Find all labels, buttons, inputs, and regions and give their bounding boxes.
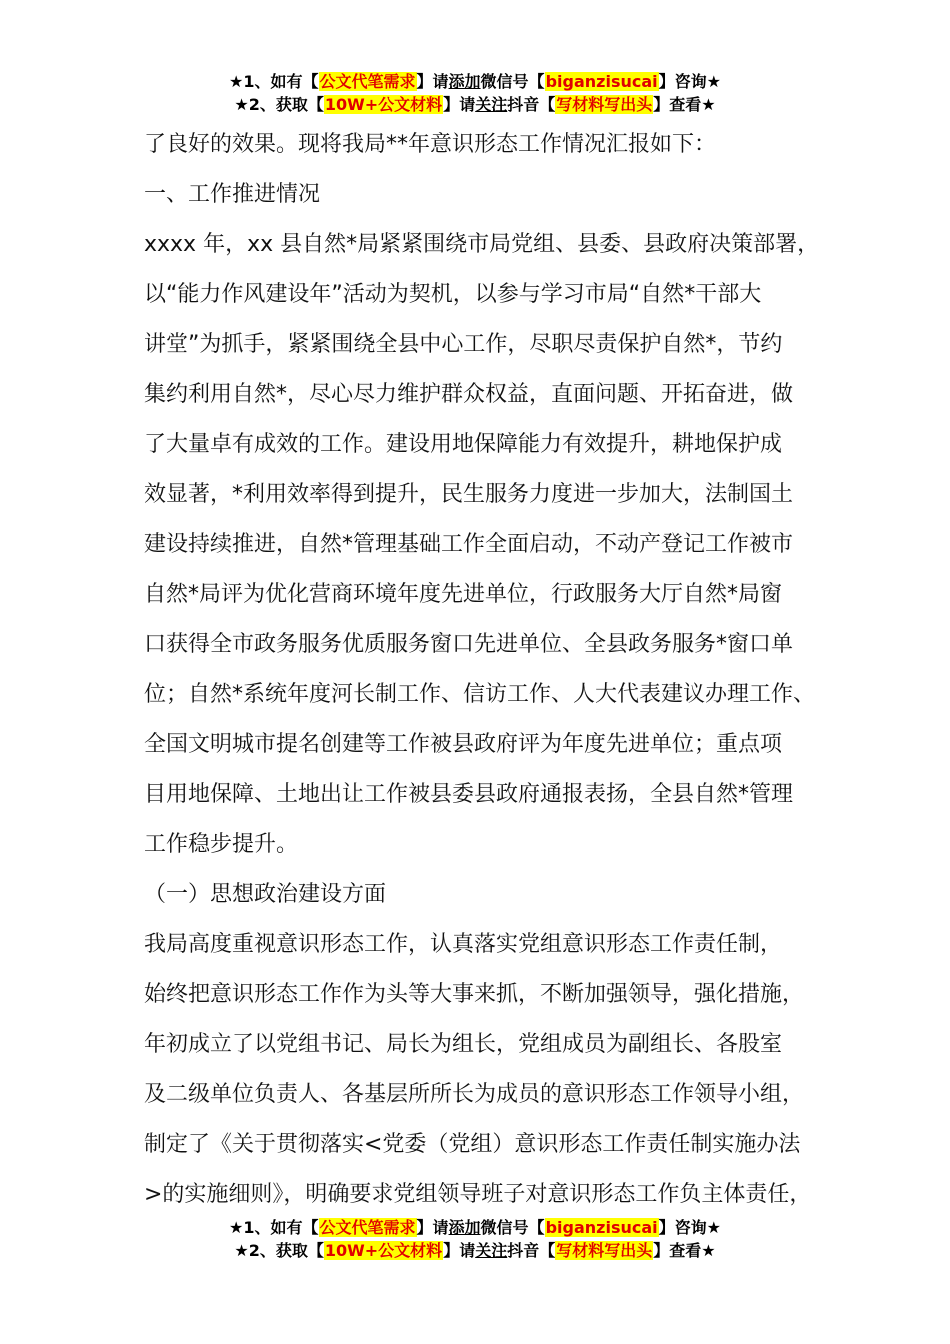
body-line: 以“能力作风建设年”活动为契机，以参与学习市局“自然*干部大 bbox=[144, 282, 762, 307]
banner-line-1: ★1、如有【公文代笔需求】请添加微信号【biganzisucai】咨询★ bbox=[229, 1218, 721, 1237]
body-line: >的实施细则》，明确要求党组领导班子对意识形态工作负主体责任， bbox=[144, 1182, 812, 1207]
banner-line-1: ★1、如有【公文代笔需求】请添加微信号【biganzisucai】咨询★ bbox=[229, 72, 721, 91]
subsection-heading: （一）思想政治建设方面 bbox=[144, 882, 387, 907]
body-line: 始终把意识形态工作作为头等大事来抓，不断加强领导，强化措施， bbox=[144, 982, 805, 1007]
banner-line-2: ★2、获取【10W+公文材料】请关注抖音【写材料写出头】查看★ bbox=[234, 95, 716, 114]
body-line: 及二级单位负责人、各基层所所长为成员的意识形态工作领导小组， bbox=[144, 1082, 805, 1107]
body-line: 全国文明城市提名创建等工作被县政府评为年度先进单位；重点项 bbox=[144, 732, 783, 757]
banner-line-2: ★2、获取【10W+公文材料】请关注抖音【写材料写出头】查看★ bbox=[234, 1241, 716, 1260]
underlined-text: 关注 bbox=[475, 1241, 508, 1260]
body-line: 口获得全市政务服务优质服务窗口先进单位、全县政务服务*窗口单 bbox=[144, 632, 794, 657]
underlined-text: 添加 bbox=[448, 72, 481, 91]
body-line: 目用地保障、土地出让工作被县委县政府通报表扬，全县自然*管理 bbox=[144, 782, 794, 807]
highlight-text: 10W+公文材料 bbox=[324, 1241, 443, 1260]
wechat-id: biganzisucai bbox=[545, 1218, 658, 1237]
body-line: 自然*局评为优化营商环境年度先进单位，行政服务大厅自然*局窗 bbox=[144, 582, 783, 607]
douyin-account: 写材料写出头 bbox=[556, 1241, 653, 1260]
body-line: 年初成立了以党组书记、局长为组长，党组成员为副组长、各股室 bbox=[144, 1032, 783, 1057]
underlined-text: 关注 bbox=[475, 95, 508, 114]
body-line: 位；自然*系统年度河长制工作、信访工作、人大代表建议办理工作、 bbox=[144, 682, 816, 707]
body-line: 了良好的效果。现将我局**年意识形态工作情况汇报如下： bbox=[144, 132, 717, 157]
document-body bbox=[144, 120, 834, 1220]
body-line: xxxx 年，xx 县自然*局紧紧围绕市局党组、县委、县政府决策部署， bbox=[144, 232, 820, 257]
highlight-text: 10W+公文材料 bbox=[324, 95, 443, 114]
body-line: 集约利用自然*，尽心尽力维护群众权益，直面问题、开拓奋进，做 bbox=[144, 382, 794, 407]
body-line: 工作稳步提升。 bbox=[144, 832, 299, 857]
highlight-text: 公文代笔需求 bbox=[319, 72, 416, 91]
footer-banner bbox=[0, 1216, 950, 1262]
header-banner bbox=[0, 70, 950, 116]
section-heading: 一、工作推进情况 bbox=[144, 182, 321, 207]
body-line: 我局高度重视意识形态工作，认真落实党组意识形态工作责任制， bbox=[144, 932, 783, 957]
underlined-text: 添加 bbox=[448, 1218, 481, 1237]
highlight-text: 公文代笔需求 bbox=[319, 1218, 416, 1237]
douyin-account: 写材料写出头 bbox=[556, 95, 653, 114]
body-line: 讲堂”为抓手，紧紧围绕全县中心工作，尽职尽责保护自然*，节约 bbox=[144, 332, 783, 357]
body-line: 建设持续推进，自然*管理基础工作全面启动，不动产登记工作被市 bbox=[144, 532, 794, 557]
body-line: 制定了《关于贯彻落实<党委（党组）意识形态工作责任制实施办法 bbox=[144, 1132, 801, 1157]
wechat-id: biganzisucai bbox=[545, 72, 658, 91]
body-line: 效显著，*利用效率得到提升，民生服务力度进一步加大，法制国土 bbox=[144, 482, 794, 507]
body-line: 了大量卓有成效的工作。建设用地保障能力有效提升，耕地保护成 bbox=[144, 432, 783, 457]
